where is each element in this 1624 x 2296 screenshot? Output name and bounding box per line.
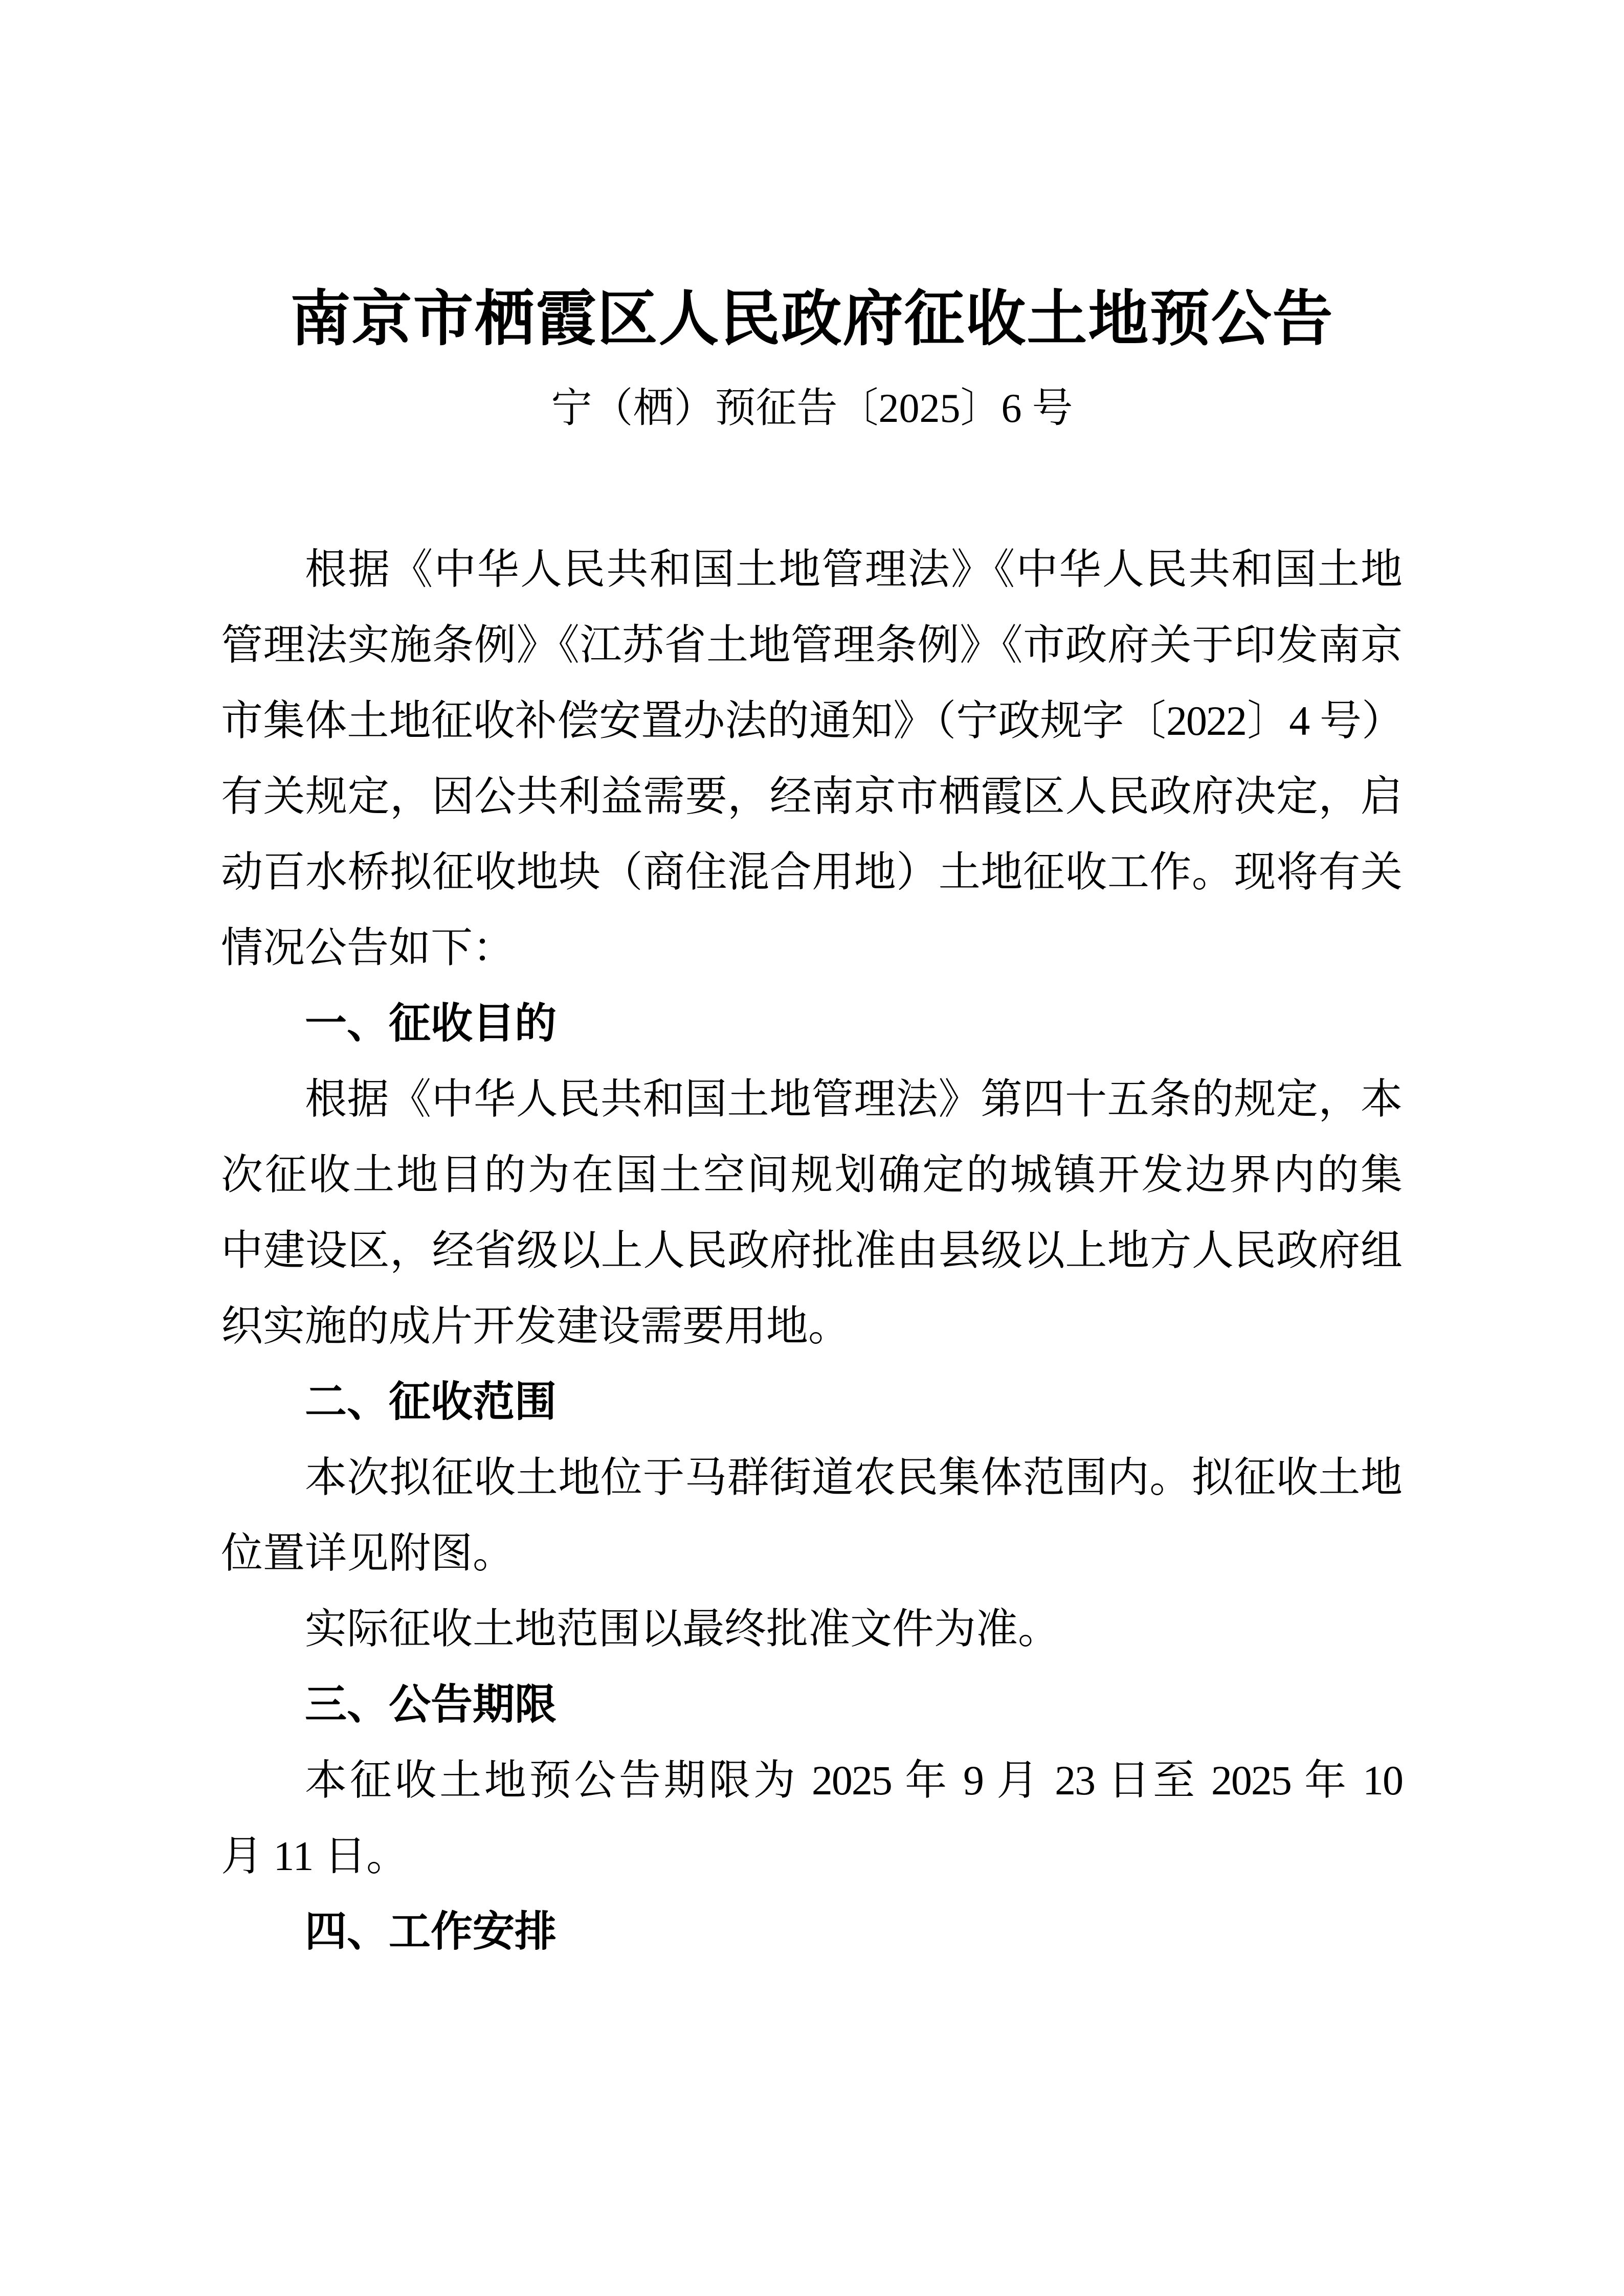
document-number: 宁（栖）预征告〔2025〕6 号: [551, 386, 1073, 431]
body-line: 根据《中华人民共和国土地管理法》《中华人民共和国土地: [305, 546, 1403, 593]
section-heading-2: 二、征收范围: [305, 1379, 557, 1425]
body-line: 中建设区，经省级以上人民政府批准由县级以上地方人民政府组: [221, 1227, 1403, 1274]
section-heading-4: 四、工作安排: [305, 1908, 557, 1955]
body-line: 有关规定，因公共利益需要，经南京市栖霞区人民政府决定，启: [221, 773, 1403, 820]
body-line: 次征收土地目的为在国土空间规划确定的城镇开发边界内的集: [221, 1152, 1403, 1198]
body-line: 管理法实施条例》《江苏省土地管理条例》《市政府关于印发南京: [221, 622, 1403, 668]
body-line: 根据《中华人民共和国土地管理法》第四十五条的规定，本: [305, 1076, 1403, 1122]
body-line: 动百水桥拟征收地块（商住混合用地）土地征收工作。现将有关: [221, 849, 1403, 895]
section-heading-3: 三、公告期限: [305, 1681, 557, 1728]
body-line: 月 11 日。: [221, 1833, 408, 1879]
body-line: 情况公告如下：: [221, 925, 515, 971]
section-heading-1: 一、征收目的: [305, 1000, 557, 1047]
body-line: 本次拟征收土地位于马群街道农民集体范围内。拟征收土地: [305, 1454, 1403, 1501]
body-line: 本征收土地预公告期限为 2025 年 9 月 23 日至 2025 年 10: [305, 1757, 1403, 1804]
document-title: 南京市栖霞区人民政府征收土地预公告: [290, 286, 1334, 353]
body-line: 织实施的成片开发建设需要用地。: [221, 1303, 851, 1349]
body-line: 市集体土地征收补偿安置办法的通知》（宁政规字〔2022〕4 号）: [221, 697, 1403, 744]
body-line: 实际征收土地范围以最终批准文件为准。: [305, 1606, 1060, 1652]
body-line: 位置详见附图。: [221, 1530, 515, 1577]
